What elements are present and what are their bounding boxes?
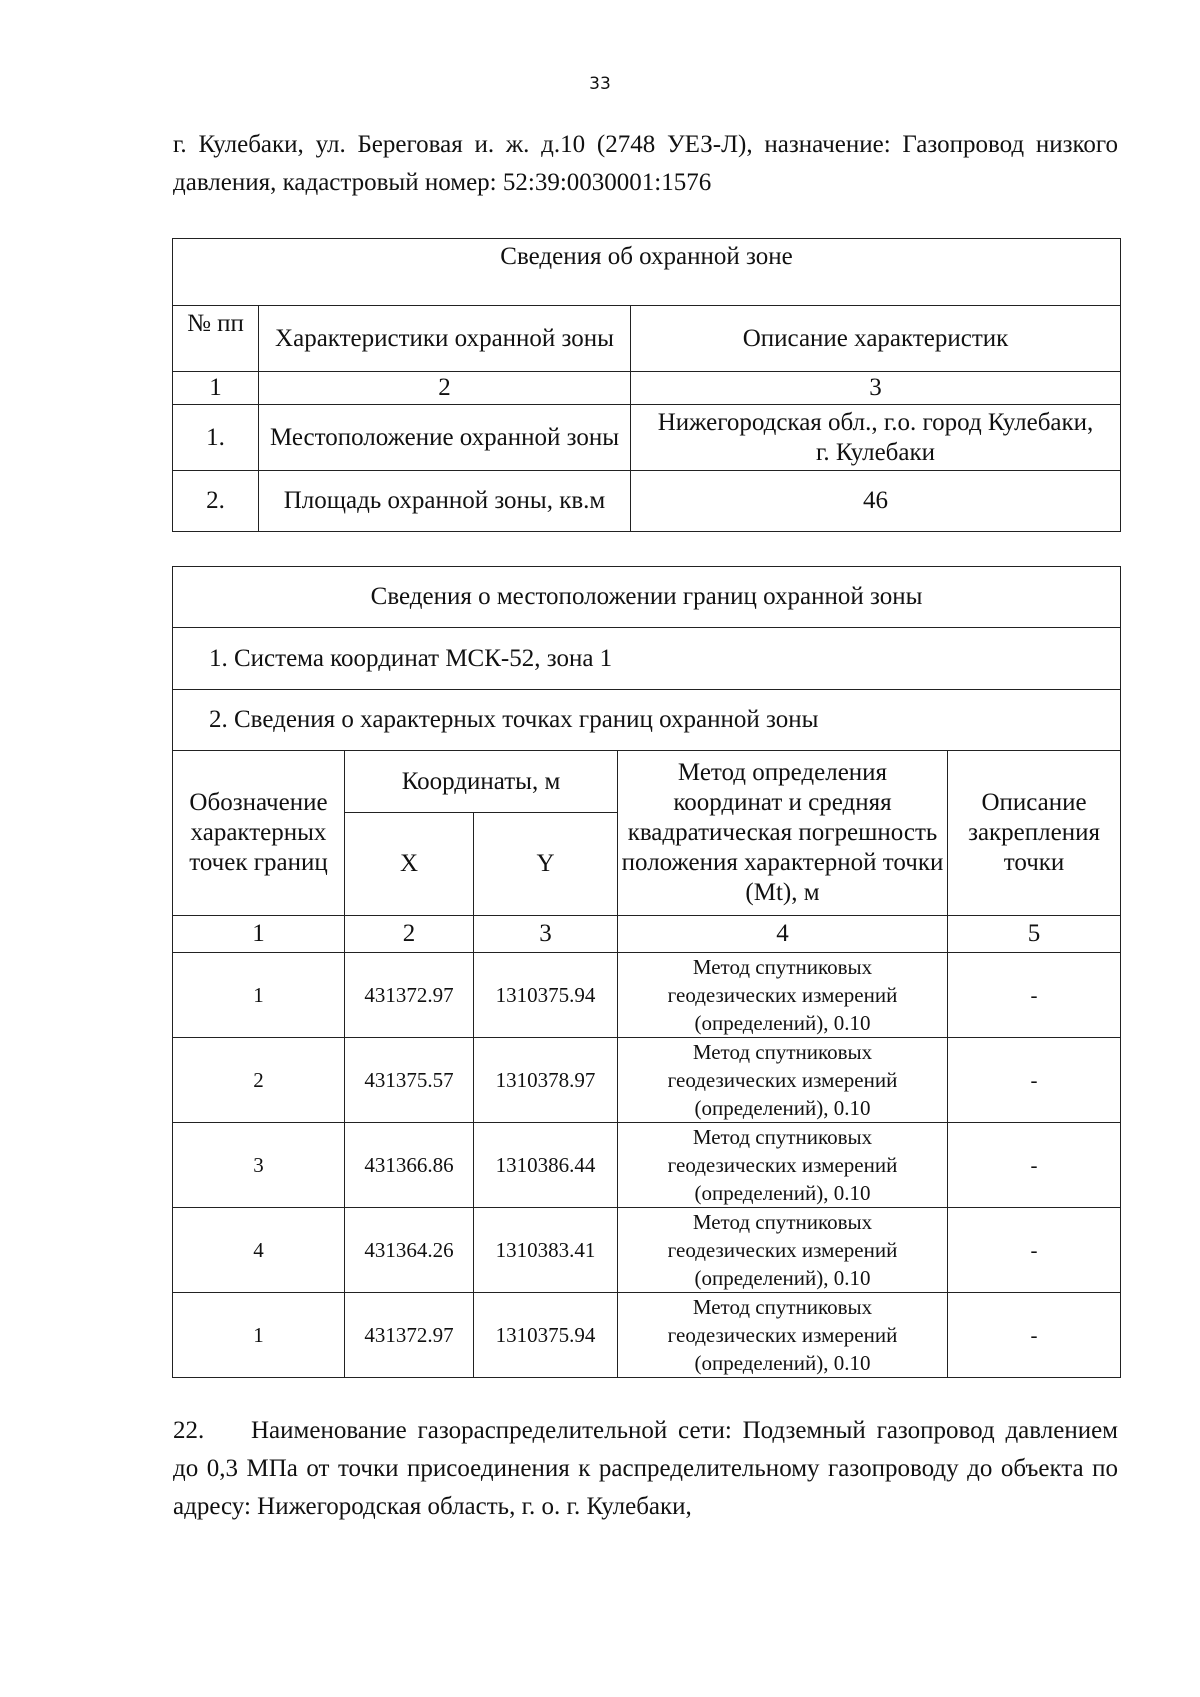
point-description: - [948, 1038, 1121, 1123]
point-method: Метод спутниковых геодезических измерений (определений), 0.10 [618, 1208, 948, 1293]
table-row [173, 1208, 1121, 1293]
zone-col-number: 3 [631, 372, 1121, 405]
table-row [173, 953, 1121, 1038]
header-coordinates: Координаты, м [345, 751, 618, 813]
zone-col-number: 1 [173, 372, 259, 405]
zone-row-num: 2. [173, 471, 259, 532]
section-number: 22. [173, 1417, 205, 1444]
zone-row-value: Нижегородская обл., г.о. город Кулебаки, г. Кулебаки [631, 405, 1121, 471]
coords-col-number: 3 [474, 916, 618, 953]
point-y: 1310375.94 [474, 1293, 618, 1378]
point-description: - [948, 953, 1121, 1038]
point-description: - [948, 1123, 1121, 1208]
point-x: 431372.97 [345, 953, 474, 1038]
section-22-paragraph [173, 1412, 1118, 1526]
point-x: 431372.97 [345, 1293, 474, 1378]
point-y: 1310378.97 [474, 1038, 618, 1123]
table-row [173, 1123, 1121, 1208]
coords-table-title: Сведения о местоположении границ охранной зоны [173, 567, 1121, 628]
point-designation: 1 [173, 1293, 345, 1378]
point-description: - [948, 1293, 1121, 1378]
table-row [173, 471, 1121, 532]
point-method: Метод спутниковых геодезических измерений (определений), 0.10 [618, 953, 948, 1038]
table-row [173, 1293, 1121, 1378]
table-row [173, 405, 1121, 471]
zone-row-value: 46 [631, 471, 1121, 532]
zone-header-num: № пп [173, 306, 259, 372]
coords-col-number: 5 [948, 916, 1121, 953]
point-method: Метод спутниковых геодезических измерений (определений), 0.10 [618, 1123, 948, 1208]
coordinate-system: 1. Система координат МСК-52, зона 1 [173, 628, 1121, 690]
coords-table-subtitle: 2. Сведения о характерных точках границ охранной зоны [173, 690, 1121, 751]
intro-paragraph: г. Кулебаки, ул. Береговая и. ж. д.10 (2748 УЕЗ-Л), назначение: Газопровод низкого давления, кадастровый номер: 52:39:0030001:1576 [173, 131, 1118, 196]
coords-col-number: 2 [345, 916, 474, 953]
coords-col-number: 4 [618, 916, 948, 953]
point-method: Метод спутниковых геодезических измерений (определений), 0.10 [618, 1038, 948, 1123]
point-description: - [948, 1208, 1121, 1293]
point-y: 1310383.41 [474, 1208, 618, 1293]
point-y: 1310375.94 [474, 953, 618, 1038]
zone-row-name: Площадь охранной зоны, кв.м [259, 471, 631, 532]
zone-row-num: 1. [173, 405, 259, 471]
zone-col-number: 2 [259, 372, 631, 405]
point-x: 431364.26 [345, 1208, 474, 1293]
zone-table-title: Сведения об охранной зоне [173, 239, 1121, 306]
header-method: Метод определения координат и средняя квадратическая погрешность положения характерной точки (Mt), м [618, 751, 948, 916]
point-method: Метод спутниковых геодезических измерений (определений), 0.10 [618, 1293, 948, 1378]
point-x: 431375.57 [345, 1038, 474, 1123]
table-row [173, 1038, 1121, 1123]
section-text: Наименование газораспределительной сети: Подземный газопровод давлением до 0,3 МПа от точки присоединения к распределительному газопроводу до объекта по адресу: Нижегородская область, г. о. г. Кулебаки, [173, 1417, 1118, 1520]
zone-header-characteristics: Характеристики охранной зоны [259, 306, 631, 372]
header-y: Y [474, 813, 618, 916]
point-designation: 4 [173, 1208, 345, 1293]
zone-row-name: Местоположение охранной зоны [259, 405, 631, 471]
zone-header-description: Описание характеристик [631, 306, 1121, 372]
coords-col-number: 1 [173, 916, 345, 953]
point-designation: 3 [173, 1123, 345, 1208]
boundary-points-table [172, 566, 1121, 1378]
point-y: 1310386.44 [474, 1123, 618, 1208]
point-designation: 1 [173, 953, 345, 1038]
header-description: Описание закрепления точки [948, 751, 1121, 916]
header-designation: Обозначение характерных точек границ [173, 751, 345, 916]
page-number: 33 [589, 74, 611, 94]
header-x: X [345, 813, 474, 916]
point-x: 431366.86 [345, 1123, 474, 1208]
protection-zone-table [172, 238, 1121, 532]
point-designation: 2 [173, 1038, 345, 1123]
